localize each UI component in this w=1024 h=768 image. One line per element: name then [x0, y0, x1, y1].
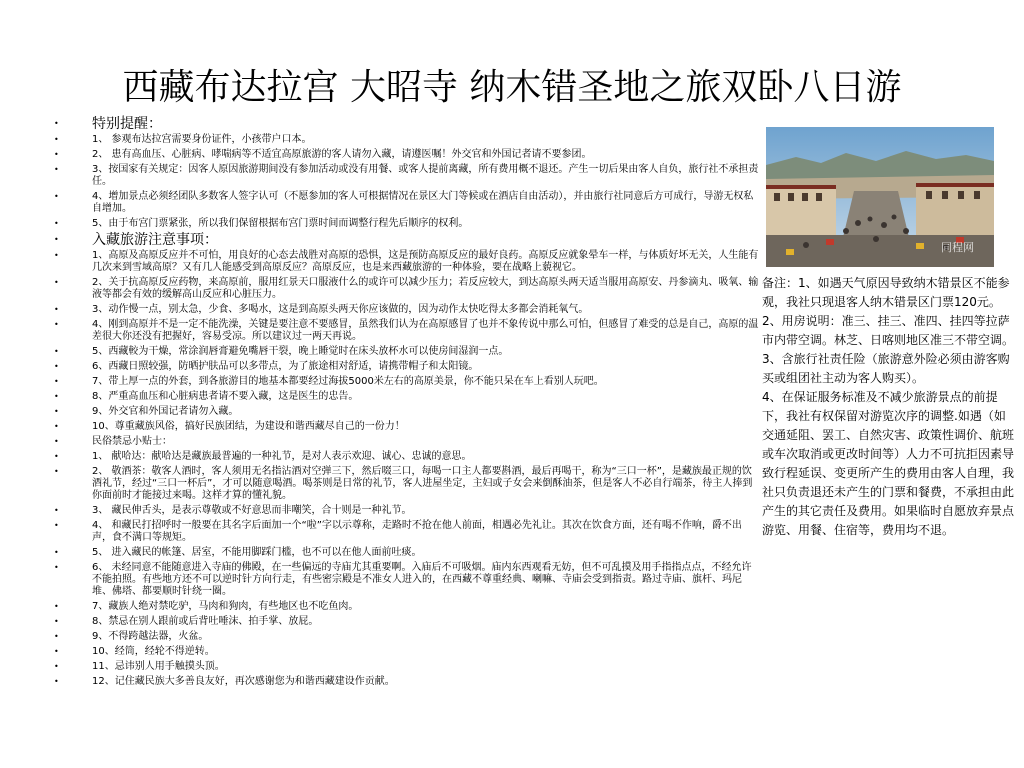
lhasa-street-photo	[766, 127, 994, 267]
customs-item: • 8、禁忌在别人跟前或后背吐唾沫、拍手掌、放屁。	[50, 616, 760, 628]
customs-item: • 5、 进入藏民的帐篷、居室，不能用脚踩门槛，也不可以在他人面前吐痰。	[50, 547, 760, 559]
customs-item: • 7、藏族人绝对禁吃驴，马肉和狗肉，有些地区也不吃鱼肉。	[50, 601, 760, 613]
tibet-item: • 3、动作慢一点，别太急，少食、多喝水，这是到高原头两天你应该做的，因为动作太快吃得太多都会消耗氧气。	[50, 304, 760, 316]
special-item: • 4、增加景点必须经团队多数客人签字认可（不愿参加的客人可根据情况在景区大门等候或在酒店自由活动），并由旅行社同意后方可成行，导游无权私自增加。	[50, 191, 760, 215]
customs-item: • 2、 敬酒茶：敬客人酒时，客人须用无名指沾酒对空弹三下，然后啜三口，每喝一口主人都要斟酒，最后再喝干，称为“三口一杯”，是藏族最正规的饮酒礼节，经过“三口一杯后”，才可以随意喝酒。喝茶则是日常的礼节，客人进屋坐定，主妇或子女会来倒酥油茶，但是客人不必自行端茶，待主人捧到你面前时才能接过来喝。这样才算的懂礼貌。	[50, 466, 760, 502]
page-title: 西藏布达拉宫 大昭寺 纳木错圣地之旅双卧八日游	[122, 67, 902, 108]
tibet-item: • 4、刚到高原并不是一定不能洗澡，关键是要注意不要感冒，虽然我们认为在高原感冒了也并不象传说中那么可怕，但感冒了难受的总是自己，高原的温差很大你还没有把握好，容易受凉。所以建议过一两天再说。	[50, 319, 760, 343]
tibet-item: • 5、西藏較为干燥，常涂润唇膏避免嘴唇干裂，晚上睡觉时在床头放杯水可以使房间湿润一点。	[50, 346, 760, 358]
special-item: • 1、 参观布达拉宫需要身份证件，小孩带户口本。	[50, 134, 760, 146]
tibet-item: • 9、外交官和外国记者请勿入藏。	[50, 406, 760, 418]
special-item: • 2、 患有高血压、心脏病、哮喘病等不适宜高原旅游的客人请勿入藏，请遵医嘱！外交官和外国记者请不要参团。	[50, 149, 760, 161]
special-reminder-heading: • 特别提醒：	[50, 114, 760, 134]
special-item: • 5、由于布宫门票紧张，所以我们保留根据布宫门票时间而调整行程先后顺序的权利。	[50, 218, 760, 230]
tibet-item: • 2、关于抗高原反应药物，来高原前，服用红景天口服液什么的或许可以减少压力；若反应较大，到达高原头两天适当服用高原安、丹参滴丸、吸氧、输液等都会有效的缓解高山反应和心脏压力。	[50, 277, 760, 301]
customs-item: • 11、忌讳别人用手触摸头顶。	[50, 661, 760, 673]
tibet-item: • 6、西藏日照较强，防晒护肤品可以多带点，为了旅途相对舒适，请携带帽子和太阳镜。	[50, 361, 760, 373]
note-1: 备注：1、如遇天气原因导致纳木错景区不能参观，我社只现退客人纳木错景区门票120元。	[762, 276, 1010, 309]
customs-item: • 1、 献哈达：献哈达是藏族最普遍的一种礼节，是对人表示欢迎、诚心、忠诚的意思。	[50, 451, 760, 463]
customs-heading: • 民俗禁忌小贴士：	[50, 436, 760, 448]
notes-panel	[762, 274, 1014, 540]
left-column	[50, 114, 760, 688]
customs-item: • 3、 藏民伸舌头，是表示尊敬或不好意思而非嘲笑，合十则是一种礼节。	[50, 505, 760, 517]
note-3: 3、含旅行社责任险（旅游意外险必须由游客购买或组团社主动为客人购买）。	[762, 352, 1010, 385]
customs-item: • 6、 未经同意不能随意进入寺庙的佛殿，在一些偏远的寺庙尤其重要啊。入庙后不可吸烟。庙内东西观看无妨，但不可乱摸及用手指指点点，不经允许不能拍照。有些地方还不可以逆时针方向行走，有些密宗殿是不准女人进入的，在西藏不尊重经典、喇嘛、寺庙会受到指责。路过寺庙、旗杆、玛尼堆、佛塔、都要顺时针绕一圈。	[50, 562, 760, 598]
customs-item: • 9、不得跨越法器，火盆。	[50, 631, 760, 643]
note-4: 4、在保证服务标准及不减少旅游景点的前提下，我社有权保留对游览次序的调整.如遇（如交通延阻、罢工、自然灾害、政策性调价、航班或车次取消或更改时间等）人力不可抗拒因素导致行程延误、变更所产生的费用由客人自理，我社只负责退还未产生的门票和餐费，不承担由此产生的其它责任及费用。如果临时自愿放弃景点游览、用餐、住宿等，费用均不退。	[762, 390, 1015, 537]
tibet-item: • 1、高原及高原反应并不可怕，用良好的心态去战胜对高原的恐惧，这是预防高原反应的最好良药。高原反应就象晕车一样，与体质好坏无关，人生能有几次来到雪域高原？又有几人能感受到高原反应？高原反应，也是来西藏旅游的一种体验，要在战略上藐视它。	[50, 250, 760, 274]
note-2: 2、用房说明：准三、挂三、准四、挂四等拉萨市内带空调。林芝、日喀则地区准三不带空调。	[762, 314, 1015, 347]
tibet-item: • 8、严重高血压和心脏病患者请不要入藏，这是医生的忠告。	[50, 391, 760, 403]
special-item: • 3、按国家有关规定：因客人原因旅游期间没有参加活动或没有用餐、或客人提前离藏，所有费用概不退还。产生一切后果由客人自负，旅行社不承担责任。	[50, 164, 760, 188]
notes-label: 备注：	[762, 276, 799, 290]
tibet-item: • 7、带上厚一点的外套，到各旅游目的地基本都要经过海拔5000米左右的高原美景，你不能只呆在车上看别人玩吧。	[50, 376, 760, 388]
tibet-item: • 10、尊重藏族风俗，搞好民族团结，为建设和谐西藏尽自己的一份力！	[50, 421, 760, 433]
customs-item: • 10、经筒，经轮不得逆转。	[50, 646, 760, 658]
tibet-notes-heading: • 入藏旅游注意事项：	[50, 230, 760, 250]
customs-item: • 12、记住藏民族大多善良友好，再次感谢您为和谐西藏建设作贡献。	[50, 676, 760, 688]
customs-item: • 4、 和藏民打招呼时一般要在其名字后面加一个“啦”字以示尊称，走路时不抢在他人前面，相遇必先礼让。其次在饮食方面，还有喝不作响，爵不出声，食不满口等规矩。	[50, 520, 760, 544]
photo-watermark: 同程网	[941, 241, 974, 254]
